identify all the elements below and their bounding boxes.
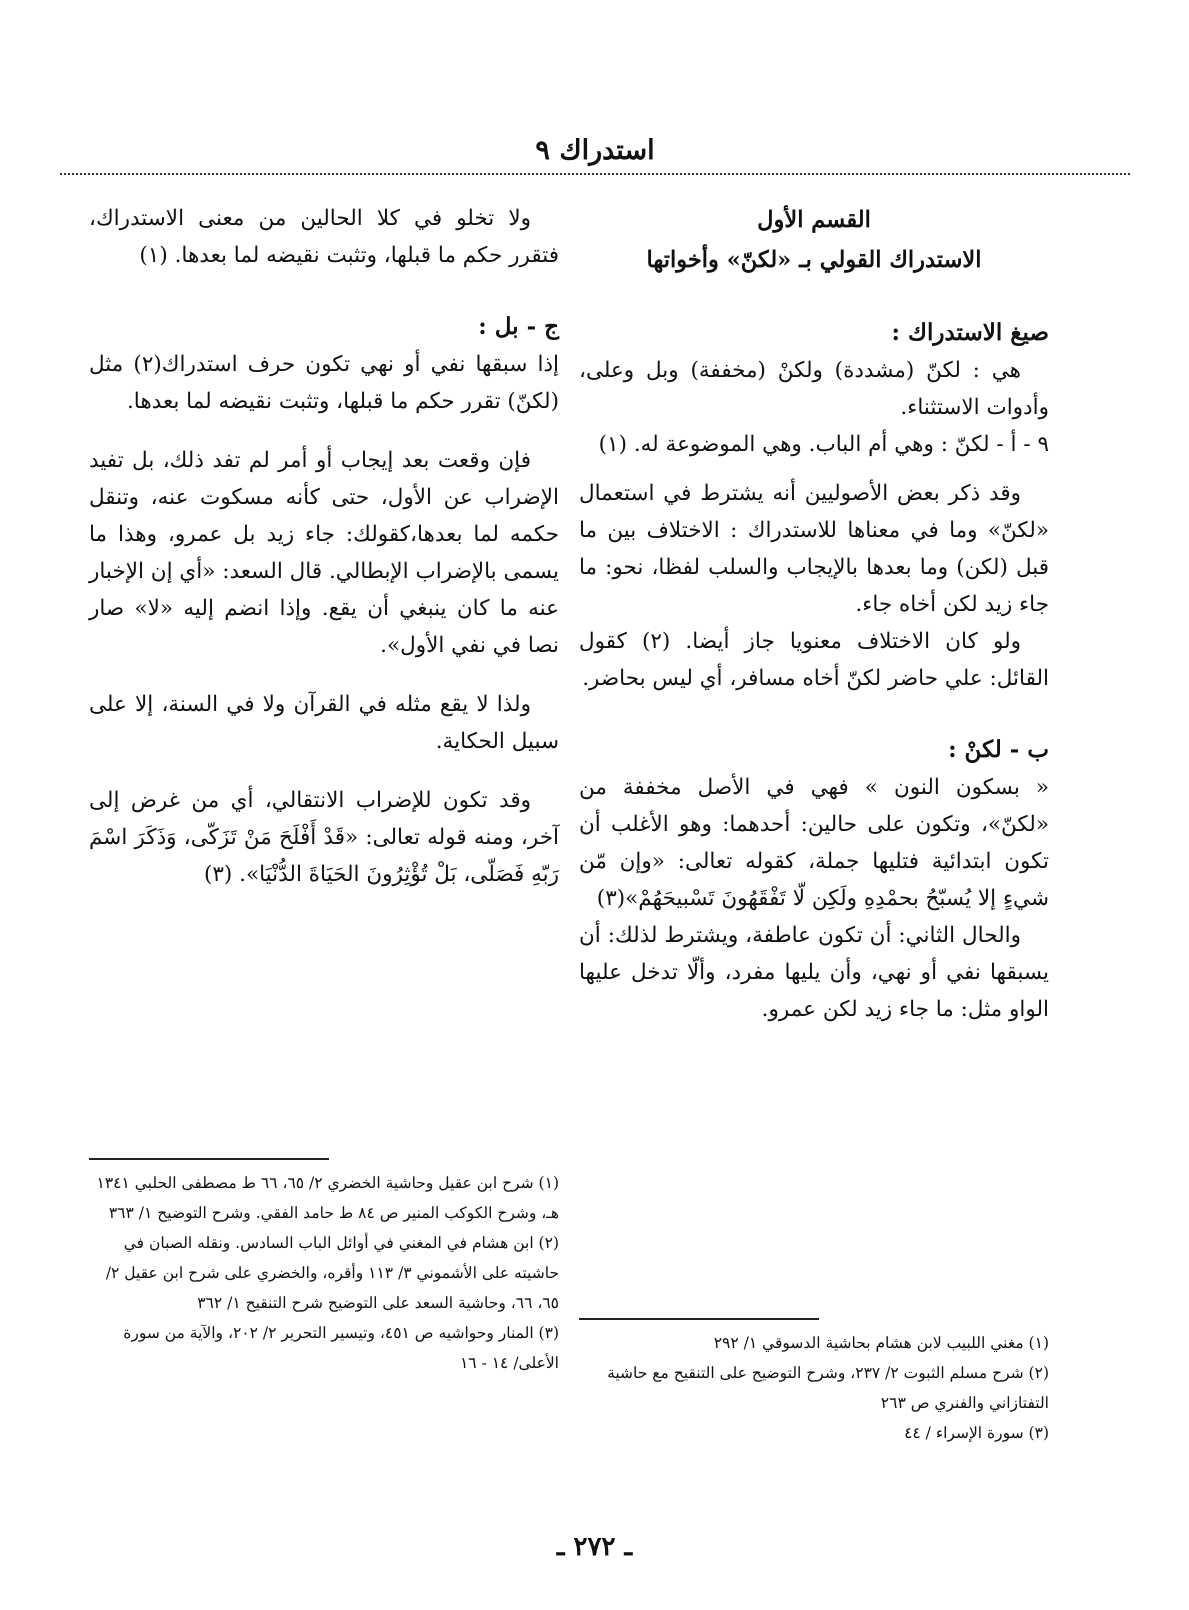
- paragraph-1: وقد ذكر بعض الأصوليين أنه يشترط في استعمال «لكنّ» وما في معناها للاستدراك : الاختلاف بين ما قبل (لكن) وما بعدها بالإيجاب والسلب لفظا، نحو: ما جاء زيد لكن أخاه جاء.: [579, 481, 1049, 617]
- paragraph-2: ولو كان الاختلاف معنويا جاز أيضا. (٢) كقول القائل: علي حاضر لكنّ أخاه مسافر، أي ليس بحاضر.: [579, 629, 1049, 691]
- footnote-rule: [89, 1158, 329, 1160]
- footnote-item: (١) مغني اللبيب لابن هشام بحاشية الدسوقي ١/ ٢٩٢: [713, 1334, 1049, 1352]
- bal-paragraph-1: إذا سبقها نفي أو نهي تكون حرف استدراك(٢) مثل (لكنّ) تقرر حكم ما قبلها، وتثبت نقيضه لما بعدها.: [89, 352, 559, 414]
- lakin-heading: ب - لكنْ :: [948, 736, 1049, 763]
- footnote-item: (٣) سورة الإسراء / ٤٤: [904, 1424, 1049, 1442]
- footnote-item: (٢) ابن هشام في المغني في أوائل الباب السادس. ونقله الصبان في حاشيته على الأشموني ٣/ ١١٣ وأقره، والخضري على شرح ابن عقيل ٢/ ٦٥، ٦٦، وحاشية السعد على التوضيح شرح التنقيح ١/ ٣٦٢: [105, 1234, 559, 1312]
- lakin-paragraph-1: « بسكون النون » فهي في الأصل مخففة من «لكنّ»، وتكون على حالين: أحدهما: وهو الأغلب أن تكون ابتدائية فتليها جملة، كقوله تعالى: «وإن مّن شيءٍ إلا يُسبّحُ بحمْدِهِ ولَكِن لّا تَفْقَهُونَ تَسْبيحَهُمْ»(٣): [579, 775, 1049, 911]
- page-header: [60, 135, 1130, 175]
- footnote-item: (٢) شرح مسلم الثبوت ٢/ ٢٣٧، وشرح التوضيح على التنقيح مع حاشية التفتازاني والفنري ص ٢٦٣: [607, 1364, 1049, 1412]
- item-9-text: ٩ - أ - لكنّ : وهي أم الباب. وهي الموضوعة له. (١): [598, 432, 1049, 457]
- bal-paragraph-2: فإن وقعت بعد إيجاب أو أمر لم تفد ذلك، بل تفيد الإضراب عن الأول، حتى كأنه مسكوت عنه، وتنقل حكمه لما بعدها،كقولك: جاء زيد بل عمرو، وهذا ما يسمى بالإضراب الإبطالي. قال السعد: «أي إن الإخبار عنه ما كان ينبغي أن يقع. وإذا انضم إليه «لا» صار نصا في نفي الأول».: [89, 448, 559, 658]
- bal-paragraph-4: وقد تكون للإضراب الانتقالي، أي من غرض إلى آخر، ومنه قوله تعالى: «قَدْ أَفْلَحَ مَنْ تَزَكّى، وَذَكَرَ اسْمَ رَبّهِ فَصَلّى، بَلْ تُؤْثِرُونَ الحَيَاةَ الدُّنْيَا». (٣): [89, 788, 559, 887]
- left-intro: ولا تخلو في كلا الحالين من معنى الاستدراك، فتقرر حكم ما قبلها، وتثبت نقيضه لما بعدها. (١): [89, 206, 559, 268]
- lakin-paragraph-2: والحال الثاني: أن تكون عاطفة، ويشترط لذلك: أن يسبقها نفي أو نهي، وأن يليها مفرد، وألّا تدخل عليها الواو مثل: ما جاء زيد لكن عمرو.: [579, 923, 1049, 1022]
- bal-heading: ج - بل :: [478, 313, 559, 340]
- bal-paragraph-3: ولذا لا يقع مثله في القرآن ولا في السنة، إلا على سبيل الحكاية.: [89, 692, 559, 754]
- forms-heading: صيغ الاستدراك :: [891, 319, 1049, 346]
- footnote-item: (٣) المنار وحواشيه ص ٤٥١، وتيسير التحرير ٢/ ٢٠٢، والآية من سورة الأعلى/ ١٤ - ١٦: [123, 1324, 559, 1372]
- page-number: ـ ٢٧٢ ـ: [556, 1532, 633, 1562]
- right-footnotes: [579, 1318, 1049, 1448]
- footnote-rule: [579, 1318, 819, 1320]
- left-column: [89, 200, 559, 893]
- footnote-item: (١) شرح ابن عقيل وحاشية الخضري ٢/ ٦٥، ٦٦ ط مصطفى الحلبي ١٣٤١ هـ، وشرح الكوكب المنير ص ٨٤ ط حامد الفقي. وشرح التوضيح ١/ ٣٦٣: [96, 1174, 559, 1222]
- right-column: [579, 200, 1049, 1028]
- section-subtitle: الاستدراك القولي بـ «لكنّ» وأخواتها: [646, 247, 982, 273]
- header-title: استدراك ٩: [535, 135, 655, 166]
- forms-text: هي : لكنّ (مشددة) ولكنْ (مخففة) وبل وعلى، وأدوات الاستثناء.: [579, 358, 1049, 420]
- header-dotted-rule: [60, 173, 1130, 175]
- left-footnotes: [89, 1158, 559, 1378]
- section-title: القسم الأول: [757, 207, 871, 233]
